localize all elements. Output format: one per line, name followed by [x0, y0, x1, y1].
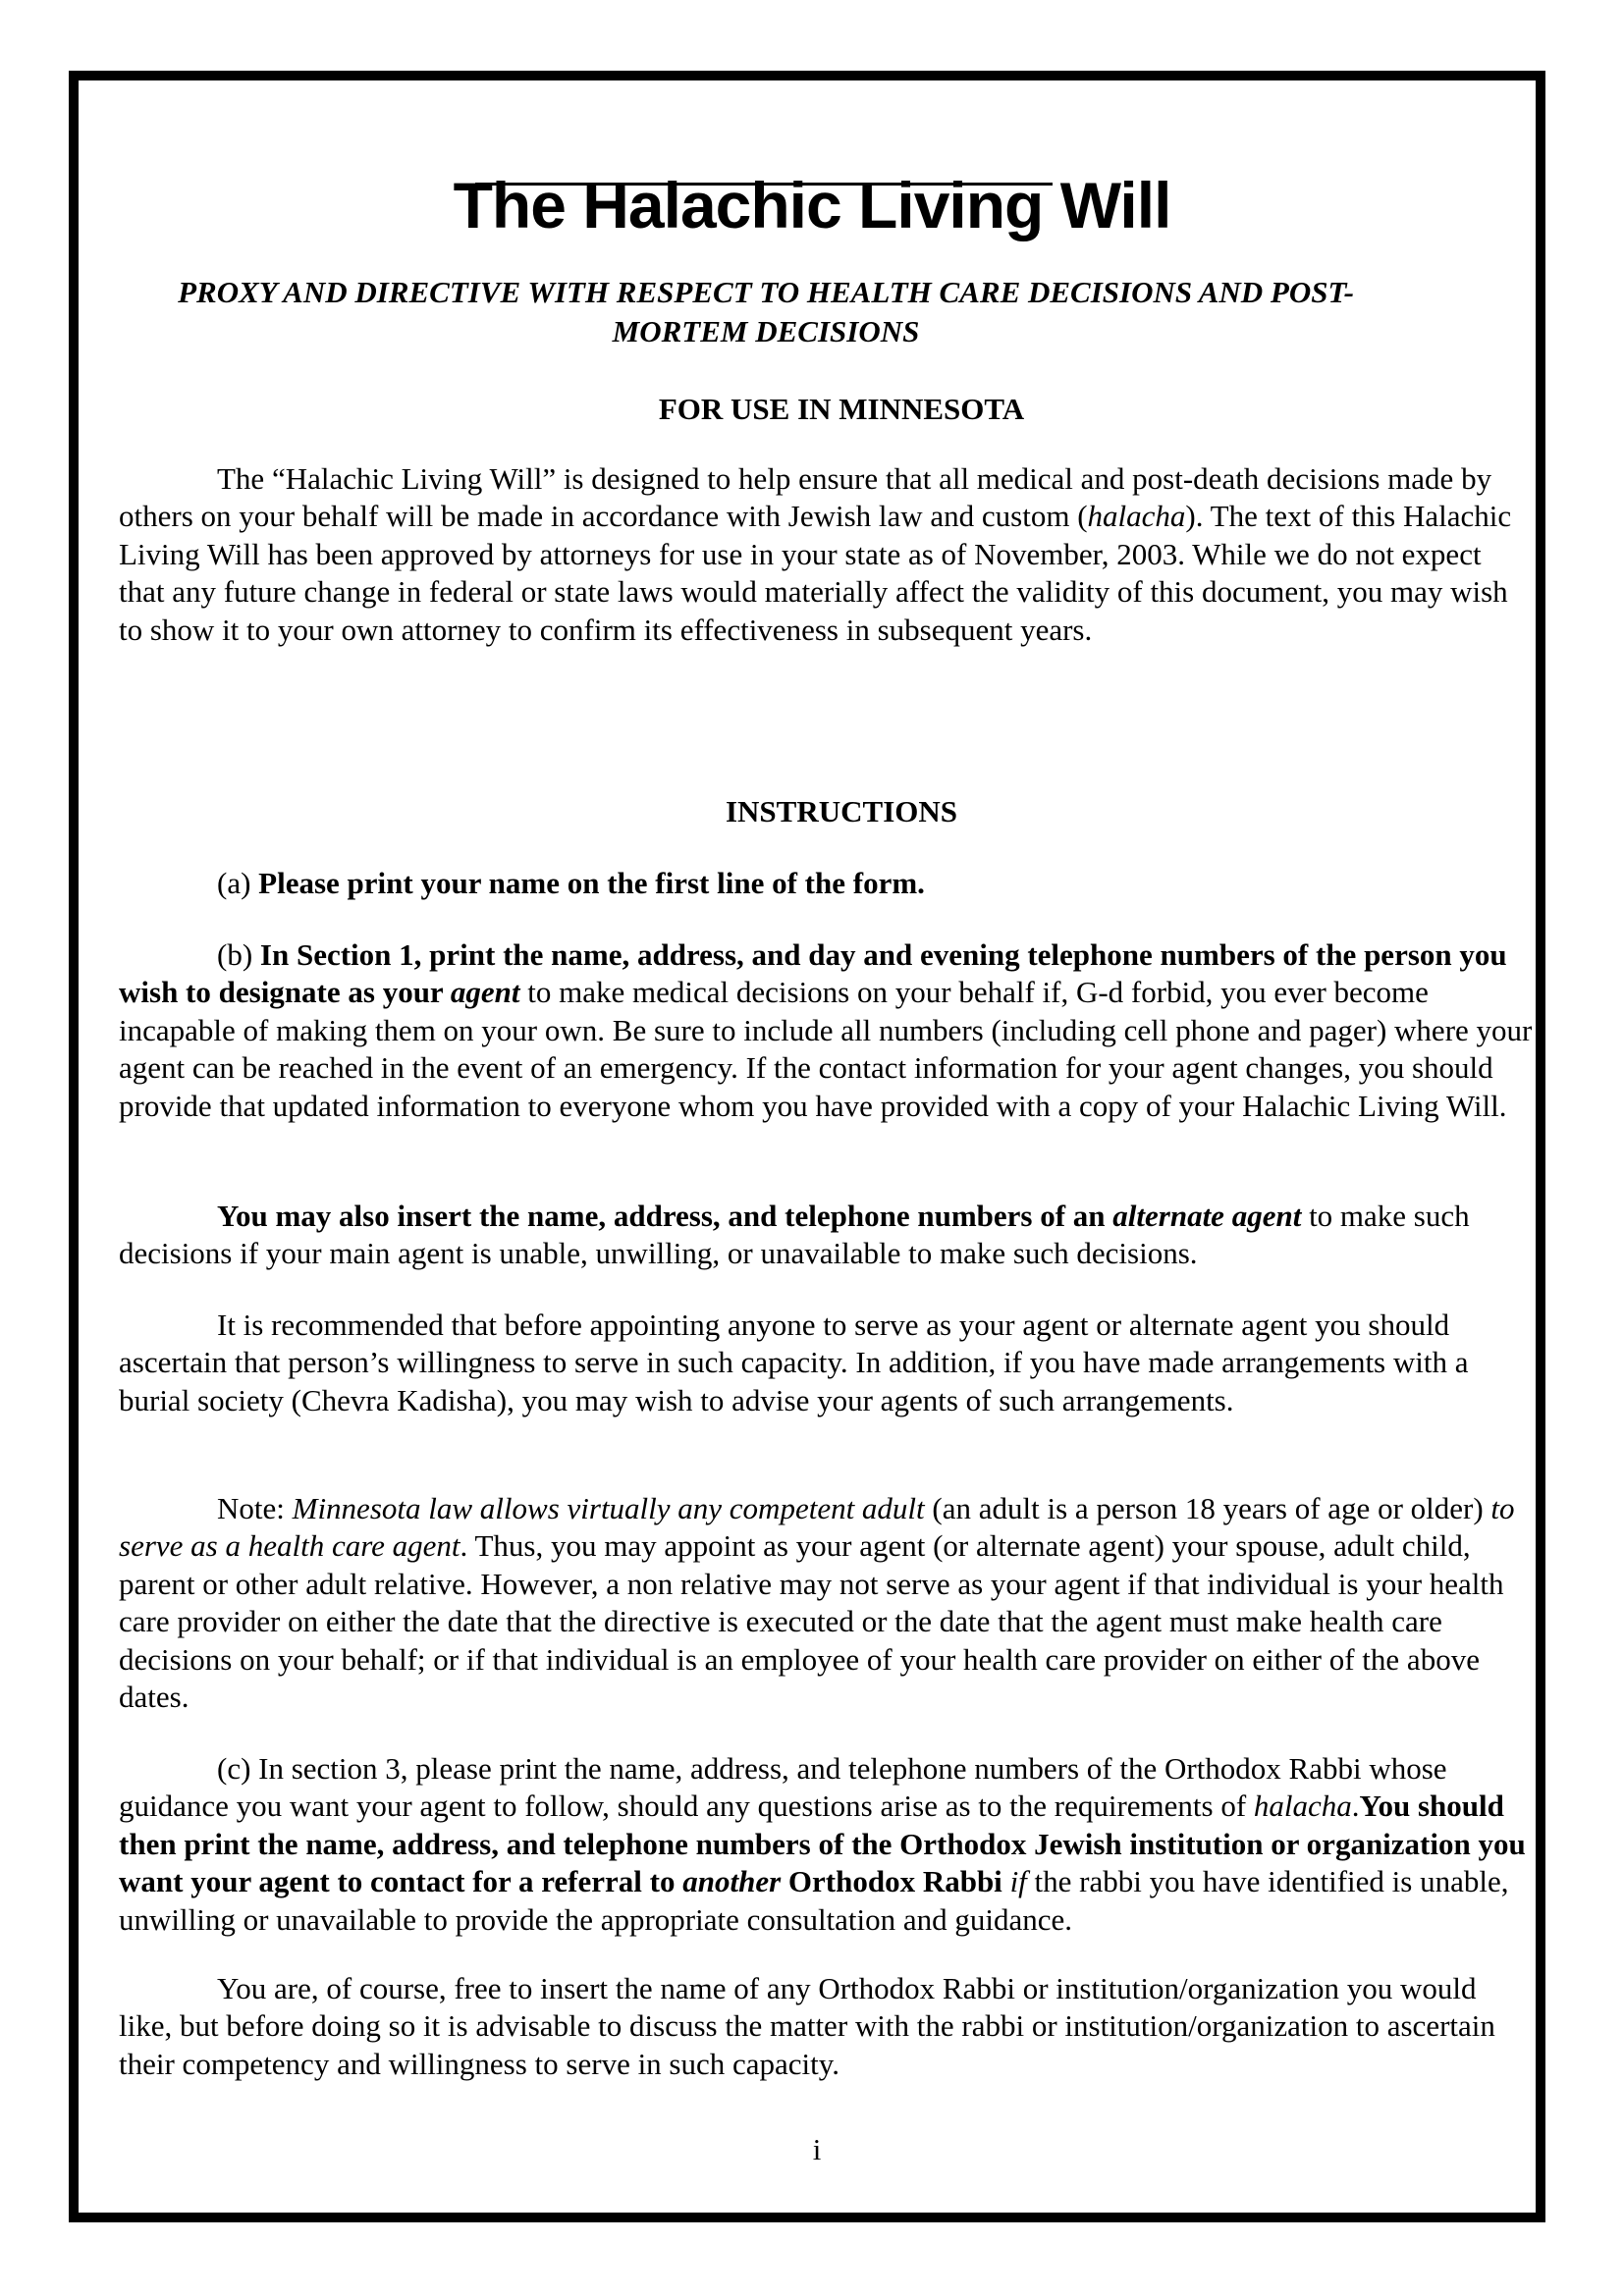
document-subtitle: PROXY AND DIRECTIVE WITH RESPECT TO HEALTH CARE DECISIONS AND POST-MORTEM DECISIONS	[178, 275, 1354, 348]
recommendation-paragraph: It is recommended that before appointing anyone to serve as your agent or alternate agent you should ascertain that person’s willingness to serve in such capacity. In addition, if you have made arrangements with a burial society (Chevra Kadisha), you may wish to advise your agents of such arrangements.	[119, 1308, 1469, 1417]
intro-paragraph: The “Halachic Living Will” is designed to help ensure that all medical and post-death decisions made by others on your behalf will be made in accordance with Jewish law and custom (halacha). The text of this Halachic Living Will has been approved by attorneys for use in your state as of November, 2003. While we do not expect that any future change in federal or state laws would materially affect the validity of this document, you may wish to show it to your own attorney to confirm its effectiveness in subsequent years.	[119, 461, 1512, 647]
alternate-agent-paragraph: You may also insert the name, address, and telephone numbers of an alternate agent to make such decisions if your main agent is unable, unwilling, or unavailable to make such decisions.	[119, 1199, 1470, 1271]
note-paragraph: Note: Minnesota law allows virtually any competent adult (an adult is a person 18 years of age or older) to serve as a health care agent. Thus, you may appoint as your agent (or alternate agent) your spouse, adult child, parent or other adult relative. However, a non relative may not serve as your agent if that individual is your health care provider on either the date that the directive is executed or the date that the agent must make health care decisions on your behalf; or if that individual is an employee of your health care provider on either of the above dates.	[119, 1491, 1515, 1715]
document-title: The Halachic Living Will	[453, 169, 1171, 241]
instruction-item-c: (c) In section 3, please print the name, address, and telephone numbers of the Orthodox Rabbi whose guidance you want your agent to follow, should any questions arise as to the requirements of halacha.You should then print the name, address, and telephone numbers of the Orthodox Jewish institution or organization you want your agent to contact for a referral to another Orthodox Rabbi if the rabbi you have identified is unable, unwilling or unavailable to provide the appropriate consultation and guidance.	[119, 1751, 1526, 1937]
instructions-heading: INSTRUCTIONS	[725, 794, 957, 828]
closing-paragraph: You are, of course, free to insert the name of any Orthodox Rabbi or institution/organization you would like, but before doing so it is advisable to discuss the matter with the rabbi or institution/organization to ascertain their competency and willingness to serve in such capacity.	[119, 1971, 1495, 2081]
instruction-item-b: (b) In Section 1, print the name, address, and day and evening telephone numbers of the person you wish to designate as your agent to make medical decisions on your behalf if, G-d forbid, you ever become incapable of making them on your own. Be sure to include all numbers (including cell phone and pager) where your agent can be reached in the event of an emergency. If the contact information for your agent changes, you should provide that updated information to everyone whom you have provided with a copy of your Halachic Living Will.	[119, 937, 1533, 1123]
page-number: i	[812, 2132, 822, 2166]
instruction-item-a: (a) Please print your name on the first line of the form.	[217, 866, 925, 900]
state-heading: FOR USE IN MINNESOTA	[658, 392, 1025, 426]
